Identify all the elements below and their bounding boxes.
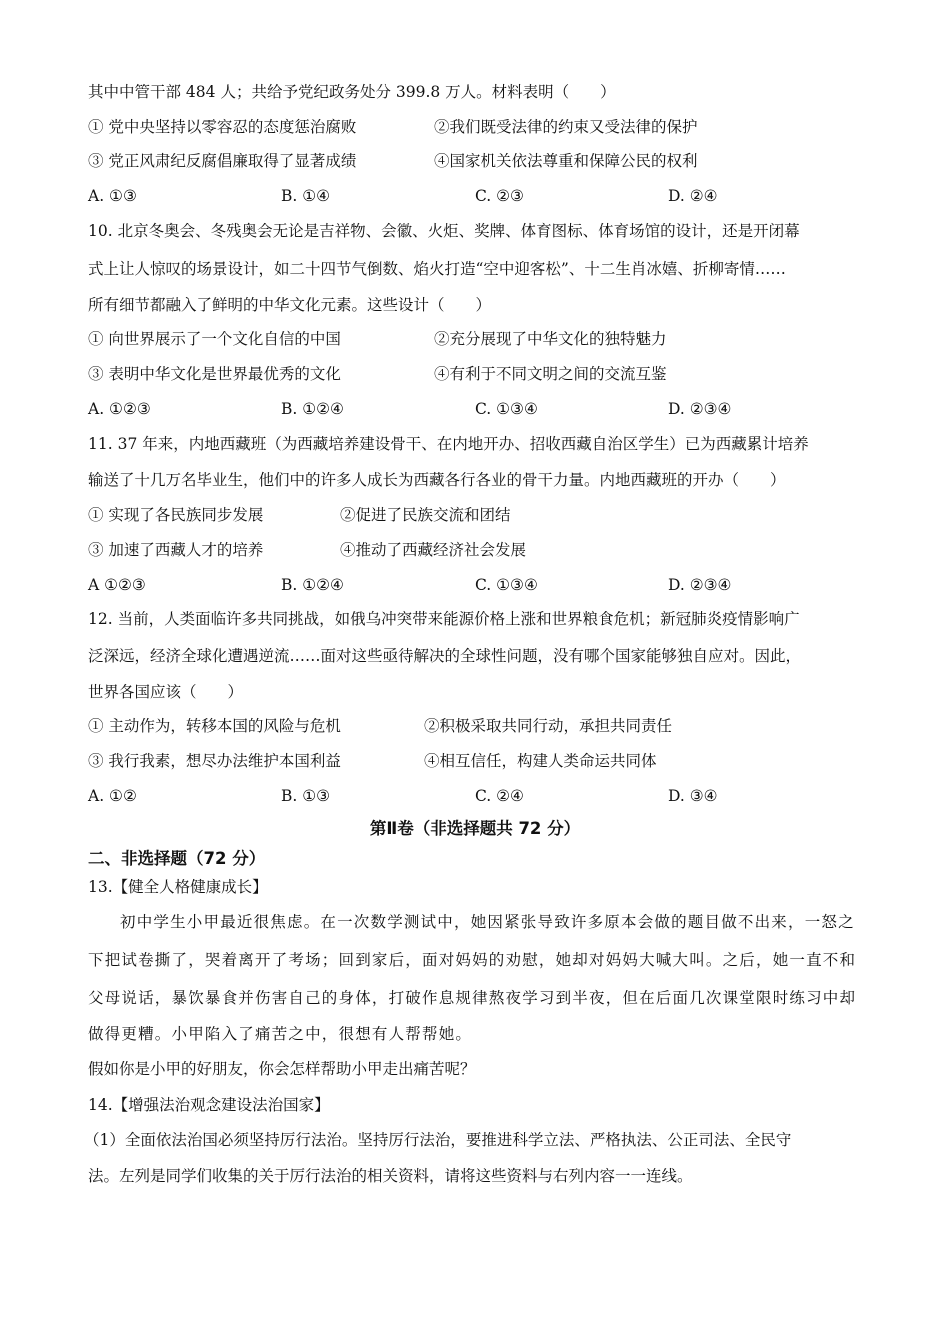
q11-option-d: D. ②③④ (668, 576, 732, 594)
q12-option-c: C. ②④ (475, 787, 524, 805)
q11-option-a: A ①②③ (88, 576, 146, 594)
q11-statement-2: ②促进了民族交流和团结 (340, 506, 511, 524)
q12-statement-1: ① 主动作为，转移本国的风险与危机 (88, 717, 341, 735)
q11-stem-line-2: 输送了十几万名毕业生，他们中的许多人成长为西藏各行各业的骨干力量。内地西藏班的开办（ ） (88, 471, 786, 489)
q10-statement-1: ① 向世界展示了一个文化自信的中国 (88, 330, 341, 348)
q10-option-a: A. ①②③ (88, 400, 151, 418)
q9-option-d: D. ②④ (668, 187, 718, 205)
q12-stem-line-2: 泛深远，经济全球化遭遇逆流……面对这些亟待解决的全球性问题，没有哪个国家能够独自应对。因此， (88, 647, 802, 665)
q11-stem-line-1: 11. 37 年来，内地西藏班（为西藏培养建设骨干、在内地开办、招收西藏自治区学生）已为西藏累计培养 (88, 435, 809, 453)
q10-option-d: D. ②③④ (668, 400, 732, 418)
q12-statement-3: ③ 我行我素，想尽办法维护本国利益 (88, 752, 341, 770)
q9-option-b: B. ①④ (281, 187, 331, 205)
q12-option-a: A. ①② (88, 787, 137, 805)
q12-option-b: B. ①③ (281, 787, 331, 805)
q9-statement-4: ④国家机关依法尊重和保障公民的权利 (434, 152, 698, 170)
q14-title: 14.【增强法治观念建设法治国家】 (88, 1096, 330, 1114)
q10-statement-3: ③ 表明中华文化是世界最优秀的文化 (88, 365, 341, 383)
q11-statement-1: ① 实现了各民族同步发展 (88, 506, 264, 524)
q11-statement-4: ④推动了西藏经济社会发展 (340, 541, 527, 559)
q9-statement-1: ① 党中央坚持以零容忍的态度惩治腐败 (88, 118, 357, 136)
q9-statement-2: ②我们既受法律的约束又受法律的保护 (434, 118, 698, 136)
q10-stem-line-2: 式上让人惊叹的场景设计，如二十四节气倒数、焰火打造“空中迎客松”、十二生肖冰嬉、折柳寄情…… (88, 260, 786, 278)
q12-stem-line-1: 12. 当前，人类面临许多共同挑战，如俄乌冲突带来能源价格上涨和世界粮食危机；新冠肺炎疫情影响广 (88, 610, 800, 628)
q12-option-d: D. ③④ (668, 787, 718, 805)
q13-story-line-2: 下把试卷撕了，哭着离开了考场；回到家后，面对妈妈的劝慰，她却对妈妈大喊大叫。之后，她一直不和 (88, 951, 857, 969)
q10-statement-4: ④有利于不同文明之间的交流互鉴 (434, 365, 667, 383)
q10-stem-line-3: 所有细节都融入了鲜明的中华文化元素。这些设计（ ） (88, 296, 492, 314)
q9-option-c: C. ②③ (475, 187, 524, 205)
section2-title: 二、非选择题（72 分） (88, 849, 266, 868)
q14-part1-line-1: （1）全面依法治国必须坚持厉行法治。坚持厉行法治，要推进科学立法、严格执法、公正司法、全民守 (84, 1131, 792, 1149)
part2-title: 第Ⅱ卷（非选择题共 72 分） (369, 819, 581, 838)
q13-question: 假如你是小甲的好朋友，你会怎样帮助小甲走出痛苦呢？ (88, 1060, 476, 1078)
q9-option-a: A. ①③ (88, 187, 137, 205)
q13-story-line-3: 父母说话，暴饮暴食并伤害自己的身体，打破作息规律熬夜学习到半夜，但在后面几次课堂限时练习中却 (88, 989, 857, 1007)
q11-statement-3: ③ 加速了西藏人才的培养 (88, 541, 264, 559)
q12-stem-line-3: 世界各国应该（ ） (88, 683, 244, 701)
q9-statement-3: ③ 党正风肃纪反腐倡廉取得了显著成绩 (88, 152, 357, 170)
q13-title: 13.【健全人格健康成长】 (88, 878, 268, 896)
q11-option-b: B. ①②④ (281, 576, 344, 594)
q10-option-b: B. ①②④ (281, 400, 344, 418)
q9-stem: 其中中管干部 484 人；共给予党纪政务处分 399.8 万人。材料表明（ ） (88, 83, 616, 101)
q11-option-c: C. ①③④ (475, 576, 538, 594)
q10-statement-2: ②充分展现了中华文化的独特魅力 (434, 330, 667, 348)
q13-story-line-1: 初中学生小甲最近很焦虑。在一次数学测试中，她因紧张导致许多原本会做的题目做不出来，一怒之 (120, 913, 855, 931)
q12-statement-2: ②积极采取共同行动，承担共同责任 (424, 717, 673, 735)
q12-statement-4: ④相互信任，构建人类命运共同体 (424, 752, 657, 770)
q14-part1-line-2: 法。左列是同学们收集的关于厉行法治的相关资料，请将这些资料与右列内容一一连线。 (88, 1167, 693, 1185)
q10-option-c: C. ①③④ (475, 400, 538, 418)
q10-stem-line-1: 10. 北京冬奥会、冬残奥会无论是吉祥物、会徽、火炬、奖牌、体育图标、体育场馆的设计，还是开闭幕 (88, 222, 800, 240)
q13-story-line-4: 做得更糟。小甲陷入了痛苦之中，很想有人帮帮她。 (88, 1025, 473, 1043)
